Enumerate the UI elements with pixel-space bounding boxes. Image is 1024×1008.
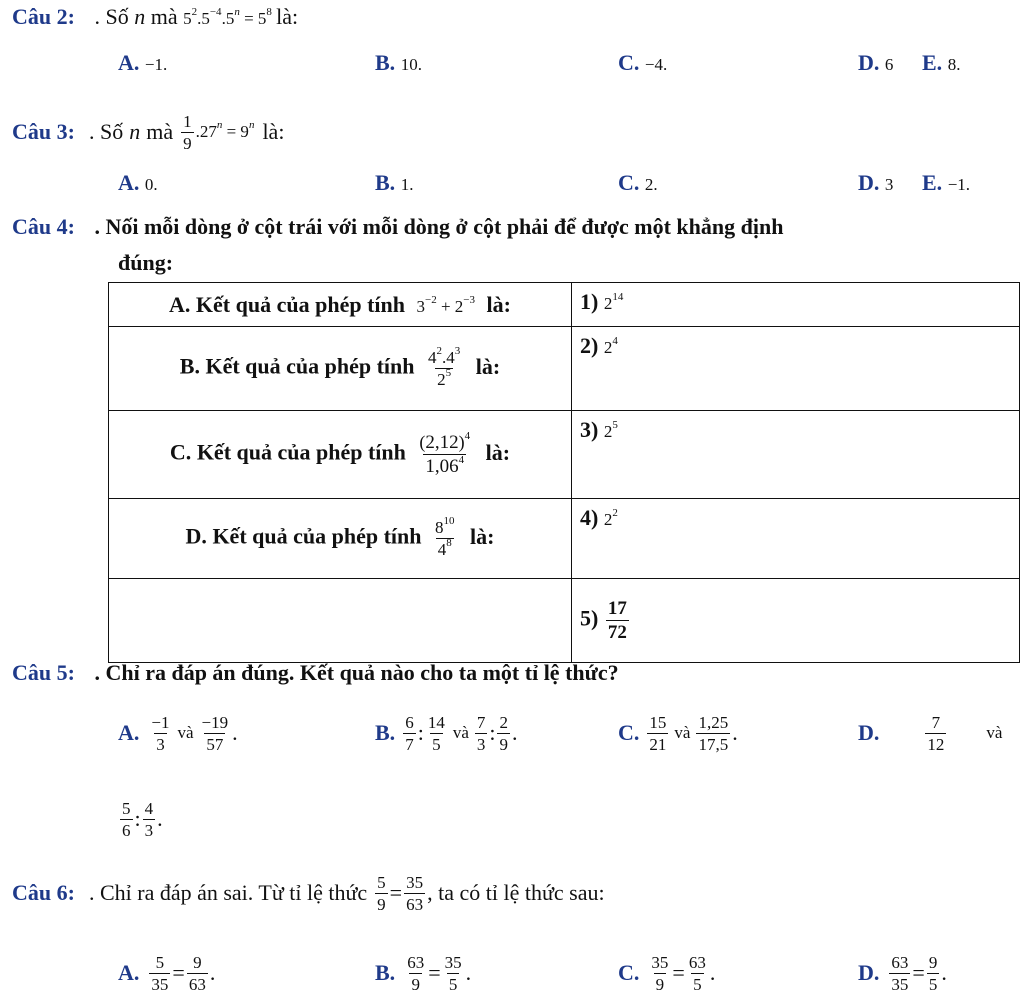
right-item-number: 5) [580,605,599,631]
left-item-d[interactable] [109,499,572,579]
word-va: và [674,723,691,742]
left-item-empty [109,579,572,663]
question-6-prompt: . Chỉ ra đáp án sai. Từ tỉ lệ thức [88,880,368,905]
eq-rhs: = 5 [239,9,267,28]
fraction-b: $\frac{4^2.4^3}{2^5}$ [428,345,461,389]
question-5-label: Câu 5: [12,660,75,685]
word-la: là: [485,439,511,465]
option-letter: E. [922,50,943,75]
var-n: n [134,4,146,29]
question-5-line [12,660,619,686]
word-va: và [986,723,1003,742]
fraction-d: $\frac{8^{10}}{4^8}$ [435,515,455,559]
question-4-label: Câu 4: [12,214,75,239]
option-letter: C. [618,960,640,985]
option-value: 2. [644,175,658,194]
expression-a: $3^{-2} + 2^{-3}$ [416,293,476,316]
q5-option-c[interactable]: C. $\frac{15}{21}$ và $\frac{1,25}{17,5}$ . [618,712,738,754]
question-3-line [12,104,284,160]
q3-option-d[interactable] [858,170,893,196]
table-row [109,499,1020,579]
fraction: $\frac{7}{12}$ [927,712,945,754]
q3-option-b[interactable] [375,170,413,196]
option-letter: A. [118,50,140,75]
right-item-number: 3) [580,417,599,442]
fraction: $\frac{-1}{3}$ [151,712,170,754]
eq-exp: 8 [266,6,272,18]
option-letter: A. [118,720,140,745]
right-item-value: $2^2$ [603,507,618,529]
q5-option-a[interactable]: A. $\frac{-1}{3}$ và $\frac{-19}{57}$ . [118,712,238,754]
eq-term: .27 [195,122,217,141]
question-3-label: Câu 3: [12,119,75,144]
eq-rhs: = 9 [222,122,249,141]
fraction: $\frac{35}{5}$ [444,952,462,994]
fraction: $\frac{5}{35}$ [151,952,169,994]
word-va: và [452,723,469,742]
q6-option-c[interactable]: C. $\frac{35}{9}$ = $\frac{63}{5}$ . [618,952,716,994]
option-letter: E. [922,170,943,195]
table-row [109,283,1020,327]
word-la: là: [486,291,511,317]
fraction: $\frac{-19}{57}$ [201,712,229,754]
q3-option-a[interactable] [118,170,158,196]
left-item-c[interactable] [109,411,572,499]
q5-option-b[interactable]: B. $\frac{6}{7}$ : $\frac{14}{5}$ và $\frac{7}{3}$ : $\frac{2}{9}$ . [375,712,518,754]
table-row [109,411,1020,499]
fraction: $\frac{15}{21}$ [649,712,667,754]
matching-table [108,282,1020,663]
eq-exp: −4 [209,6,222,18]
option-value: 0. [144,175,158,194]
eq-exp: n [248,119,255,131]
left-item-text: C. Kết quả của phép tính [169,439,406,465]
question-3-prompt: . Số [88,119,124,144]
question-4-prompt: . Nối mỗi dòng ở cột trái với mỗi dòng ở cột phải để được một khẳng định [94,214,784,239]
question-6-label: Câu 6: [12,880,75,905]
question-5-prompt: . Chỉ ra đáp án đúng. Kết quả nào cho ta một tỉ lệ thức? [94,660,619,685]
q6-option-d[interactable]: D. $\frac{63}{35}$ = $\frac{9}{5}$ . [858,952,947,994]
option-letter: B. [375,720,396,745]
eq-exp: n [234,6,240,18]
word-la: là: [262,119,285,144]
word-la: là: [470,523,495,549]
word-ma: mà [146,119,174,144]
right-item-value: $2^5$ [603,419,618,441]
option-letter: B. [375,960,396,985]
fraction: $\frac{5}{6}$ [122,798,131,840]
right-item-5[interactable] [572,579,1020,663]
option-value: 3 [884,175,894,194]
fraction: $\frac{4}{3}$ [144,798,154,840]
question-6-prompt-end: , ta có tỉ lệ thức sau: [427,880,605,905]
option-value: 10. [400,55,422,74]
fraction: $\frac{14}{5}$ [427,712,445,754]
fraction-17-72: $\frac{17}{72}$ [607,597,627,643]
fraction: $\frac{35}{63}$ [406,872,424,914]
question-2-equation [183,6,276,28]
table-row [109,579,1020,663]
fraction: $\frac{1,25}{17,5}$ [698,712,729,754]
left-item-text: D. Kết quả của phép tính [185,523,422,549]
q2-option-d[interactable] [858,50,893,76]
fraction: $\frac{7}{3}$ [476,712,486,754]
question-3-equation [195,119,255,142]
q6-option-a[interactable]: A. $\frac{5}{35}$ = $\frac{9}{63}$ . [118,952,216,994]
option-value: −1. [947,175,971,194]
eq-base: 5 [183,9,192,28]
left-item-text: B. Kết quả của phép tính [179,353,415,379]
option-letter: D. [858,170,880,195]
word-la: là: [276,4,299,29]
eq-exp: n [216,119,223,131]
option-letter: A. [118,170,140,195]
right-item-number: 2) [580,333,599,358]
left-item-a[interactable] [109,283,572,327]
word-la: là: [475,353,501,379]
right-item-2[interactable] [572,327,1020,411]
q6-option-b[interactable]: B. $\frac{63}{9}$ = $\frac{35}{5}$ . [375,952,472,994]
right-item-value: $2^4$ [603,335,618,357]
fraction: $\frac{9}{5}$ [928,952,938,994]
left-item-text: A. Kết quả của phép tính [169,291,405,317]
word-va: và [177,723,194,742]
question-2-label: Câu 2: [12,4,75,29]
option-letter: A. [118,960,140,985]
fraction: $\frac{9}{63}$ [188,952,206,994]
fraction: $\frac{63}{5}$ [688,952,706,994]
fraction: $\frac{63}{35}$ [891,952,909,994]
fraction: $\frac{35}{9}$ [651,952,669,994]
question-2-prompt: . Số [94,4,129,29]
right-item-value: $2^{14}$ [603,291,624,313]
q2-option-e[interactable] [922,50,960,76]
q2-option-c[interactable] [618,50,667,76]
fraction: $\frac{63}{9}$ [407,952,425,994]
q2-option-a[interactable] [118,50,167,76]
var-n: n [129,119,141,144]
q5-option-d[interactable] [858,704,1002,762]
option-value: 6 [884,55,894,74]
frac-num: 1 [183,111,192,131]
option-value: 1. [400,175,414,194]
option-letter: D. [858,720,880,745]
right-item-number: 1) [580,289,599,314]
right-item-4[interactable] [572,499,1020,579]
eq-term: .5 [197,9,210,28]
eq-term: .5 [221,9,235,28]
q2-option-b[interactable] [375,50,422,76]
left-item-b[interactable] [109,327,572,411]
fraction: $\frac{6}{7}$ [405,712,414,754]
q3-option-e[interactable] [922,170,970,196]
option-letter: D. [858,960,880,985]
q5-option-d-cont[interactable]: $\frac{5}{6}$ : $\frac{4}{3}$ . [122,798,163,840]
option-value: −1. [144,55,168,74]
right-item-number: 4) [580,505,599,530]
option-letter: D. [858,50,880,75]
option-letter: C. [618,50,640,75]
word-ma: mà [150,4,178,29]
right-item-3[interactable] [572,411,1020,499]
table-row [109,327,1020,411]
fraction-c: $\frac{(2,12)^4}{1,06^4}$ [419,430,471,477]
option-letter: C. [618,720,640,745]
option-letter: B. [375,170,396,195]
option-value: 8. [947,55,961,74]
question-4-prompt-cont: đúng: [118,250,174,275]
option-letter: B. [375,50,396,75]
fraction: $\frac{2}{9}$ [499,712,508,754]
eq-exp: 2 [191,6,198,18]
right-item-1[interactable] [572,283,1020,327]
question-2-line [12,4,298,30]
q3-option-c[interactable] [618,170,658,196]
fraction: $\frac{5}{9}$ [377,872,386,914]
fraction-one-ninth [181,113,194,152]
frac-den: 9 [183,133,192,153]
question-4-line [12,214,783,240]
option-letter: C. [618,170,640,195]
option-value: −4. [644,55,668,74]
question-6-line: Câu 6: . Chỉ ra đáp án sai. Từ tỉ lệ thức $\frac{5}{9}$ = $\frac{35}{63}$ , ta có tỉ lệ thức sau: [12,872,605,914]
